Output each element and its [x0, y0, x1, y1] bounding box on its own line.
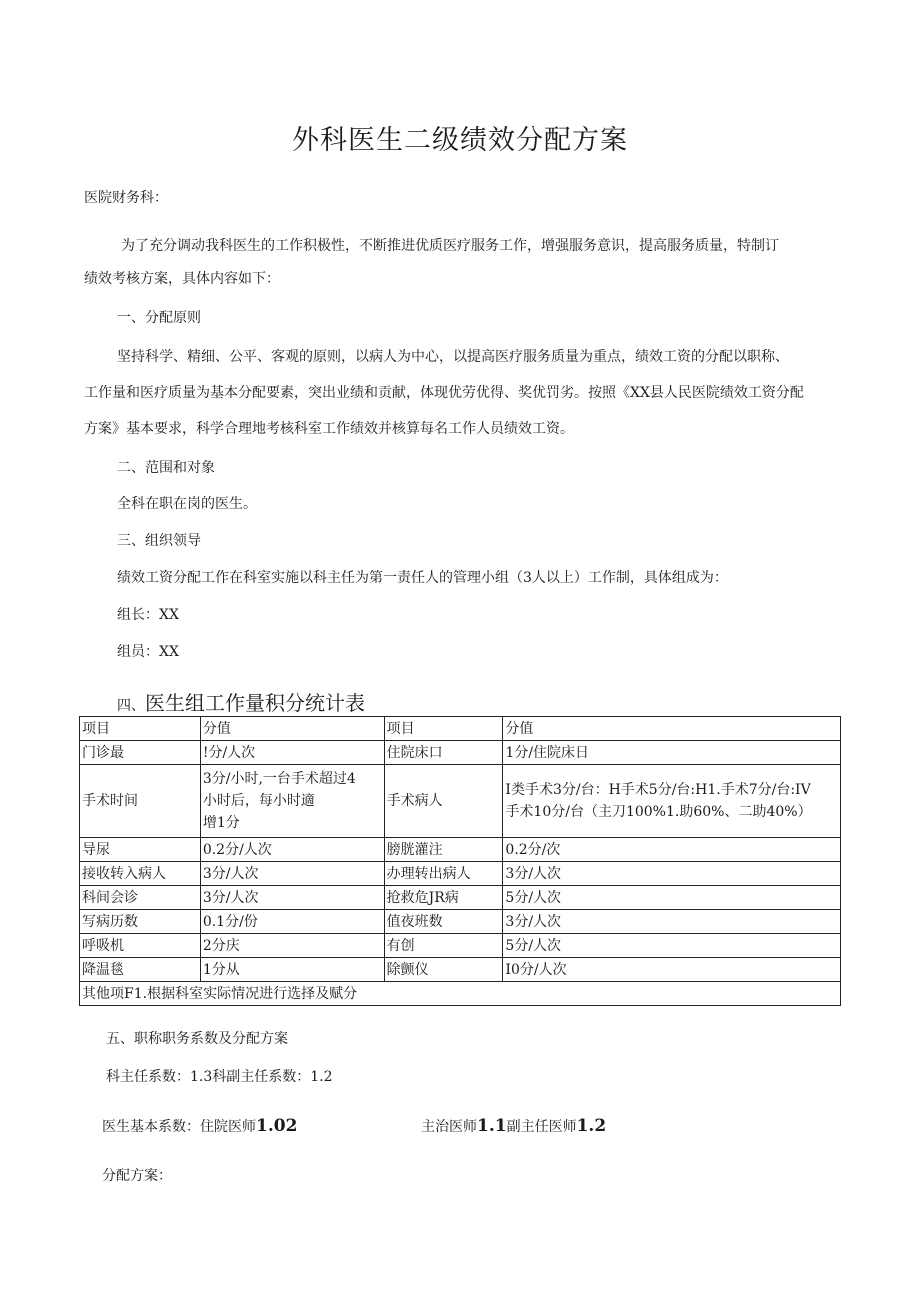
table-footer-cell: 其他项F1.根据科室实际情况进行选择及赋分 — [80, 982, 841, 1006]
table-cell: 0.1分/份 — [200, 910, 384, 934]
cell-line: 手术10分/台（主刀100%1.助60%、二助40%） — [505, 804, 812, 820]
section-4-prefix: 四、 — [117, 698, 145, 714]
header-cell: 分值 — [503, 717, 841, 741]
section-1-line-1: 坚持科学、精细、公平、客观的原则，以病人为中心，以提高医疗服务质量为重点，绩效工资的分配以职称、 — [117, 349, 789, 365]
intro-line-2: 绩效考核方案，具体内容如下： — [84, 271, 280, 287]
attending-coefficient-line — [421, 1116, 606, 1136]
section-1-line-2: 工作量和医疗质量为基本分配要素，突出业绩和贡献，体现优劳优得、奖优罚劣。按照《XX县人民医院绩效工资分配 — [84, 385, 804, 401]
table-cell: 抢救危JR病 — [384, 886, 503, 910]
header-cell: 项目 — [80, 717, 201, 741]
table-row — [80, 934, 841, 958]
section-1-heading: 一、分配原则 — [117, 310, 201, 326]
table-cell: 科间会诊 — [80, 886, 201, 910]
section-3-heading: 三、组织领导 — [117, 533, 201, 549]
table-row — [80, 910, 841, 934]
section-3-body: 绩效工资分配工作在科室实施以科主任为第一责任人的管理小组（3人以上）工作制，具体组成为： — [117, 570, 728, 586]
header-cell: 项目 — [384, 717, 503, 741]
associate-label: 副主任医师 — [506, 1119, 577, 1135]
base-coefficient-line — [102, 1116, 297, 1136]
table-cell: 导尿 — [80, 838, 201, 862]
table-row — [80, 741, 841, 765]
table-header-row — [80, 717, 841, 741]
resident-label: 医生基本系数：住院医师 — [102, 1119, 256, 1135]
table-cell: 降温毯 — [80, 958, 201, 982]
table-cell: 除颤仪 — [384, 958, 503, 982]
addressee: 医院财务科： — [84, 190, 168, 206]
table-cell: 有创 — [384, 934, 503, 958]
section-4-title: 医生组工作量积分统计表 — [145, 691, 365, 715]
table-cell: 1分从 — [200, 958, 384, 982]
table-cell: 5分/人次 — [503, 934, 841, 958]
table-cell: 0.2分/人次 — [200, 838, 384, 862]
table-cell: 办理转出病人 — [384, 862, 503, 886]
table-cell: I0分/人次 — [503, 958, 841, 982]
table-cell: 3分/人次 — [200, 886, 384, 910]
group-member: 组员：XX — [117, 644, 179, 660]
section-4-heading — [117, 687, 365, 716]
table-row — [80, 958, 841, 982]
section-5-heading: 五、职称职务系数及分配方案 — [106, 1031, 288, 1047]
table-cell: 手术病人 — [384, 765, 503, 838]
table-cell: 门诊最 — [80, 741, 201, 765]
attending-label: 主治医师 — [421, 1119, 477, 1135]
table-cell: 0.2分/次 — [503, 838, 841, 862]
table-cell: !分/人次 — [200, 741, 384, 765]
cell-line: 3分/小时,一台手术超过4 — [202, 771, 356, 787]
surgery-patient-cell — [503, 765, 841, 838]
group-leader: 组长：XX — [117, 607, 179, 623]
page-title: 外科医生二级绩效分配方案 — [292, 125, 628, 156]
table-cell: 写病历数 — [80, 910, 201, 934]
section-2-body: 全科在职在岗的医生。 — [117, 496, 257, 512]
director-coefficients: 科主任系数：1.3科副主任系数：1.2 — [106, 1069, 333, 1085]
table-cell: 接收转入病人 — [80, 862, 201, 886]
table-cell: 3分/人次 — [200, 862, 384, 886]
table-row — [80, 838, 841, 862]
cell-line: I类手术3分/台：H手术5分/台:H1.手术7分/台:IV — [505, 782, 811, 798]
table-cell: 3分/人次 — [503, 910, 841, 934]
table-cell: 膀胱灌注 — [384, 838, 503, 862]
section-1-line-3: 方案》基本要求，科学合理地考核科室工作绩效并核算每名工作人员绩效工资。 — [84, 421, 574, 437]
table-cell: 呼吸机 — [80, 934, 201, 958]
table-cell: 手术时间 — [80, 765, 201, 838]
table-cell: 1分/住院床日 — [503, 741, 841, 765]
distribution-plan-label: 分配方案： — [102, 1168, 172, 1184]
table-cell: 值夜班数 — [384, 910, 503, 934]
resident-value: 1.02 — [256, 1116, 298, 1136]
table-cell: 2分庆 — [200, 934, 384, 958]
header-cell: 分值 — [200, 717, 384, 741]
table-row — [80, 886, 841, 910]
section-2-heading: 二、范围和对象 — [117, 460, 215, 476]
table-row — [80, 862, 841, 886]
workload-score-table — [79, 716, 841, 1006]
table-cell: 5分/人次 — [503, 886, 841, 910]
intro-line-1: 为了充分调动我科医生的工作积极性，不断推进优质医疗服务工作，增强服务意识，提高服务质量，特制订 — [121, 238, 779, 254]
cell-line: 小时后，每小时適 — [202, 793, 315, 809]
surgery-time-cell — [200, 765, 384, 838]
table-footer-row — [80, 982, 841, 1006]
table-row — [80, 765, 841, 838]
table-cell: 3分/人次 — [503, 862, 841, 886]
cell-line: 增1分 — [202, 815, 240, 831]
associate-value: 1.2 — [576, 1116, 607, 1136]
attending-value: 1.1 — [477, 1116, 507, 1136]
table-cell: 住院床口 — [384, 741, 503, 765]
